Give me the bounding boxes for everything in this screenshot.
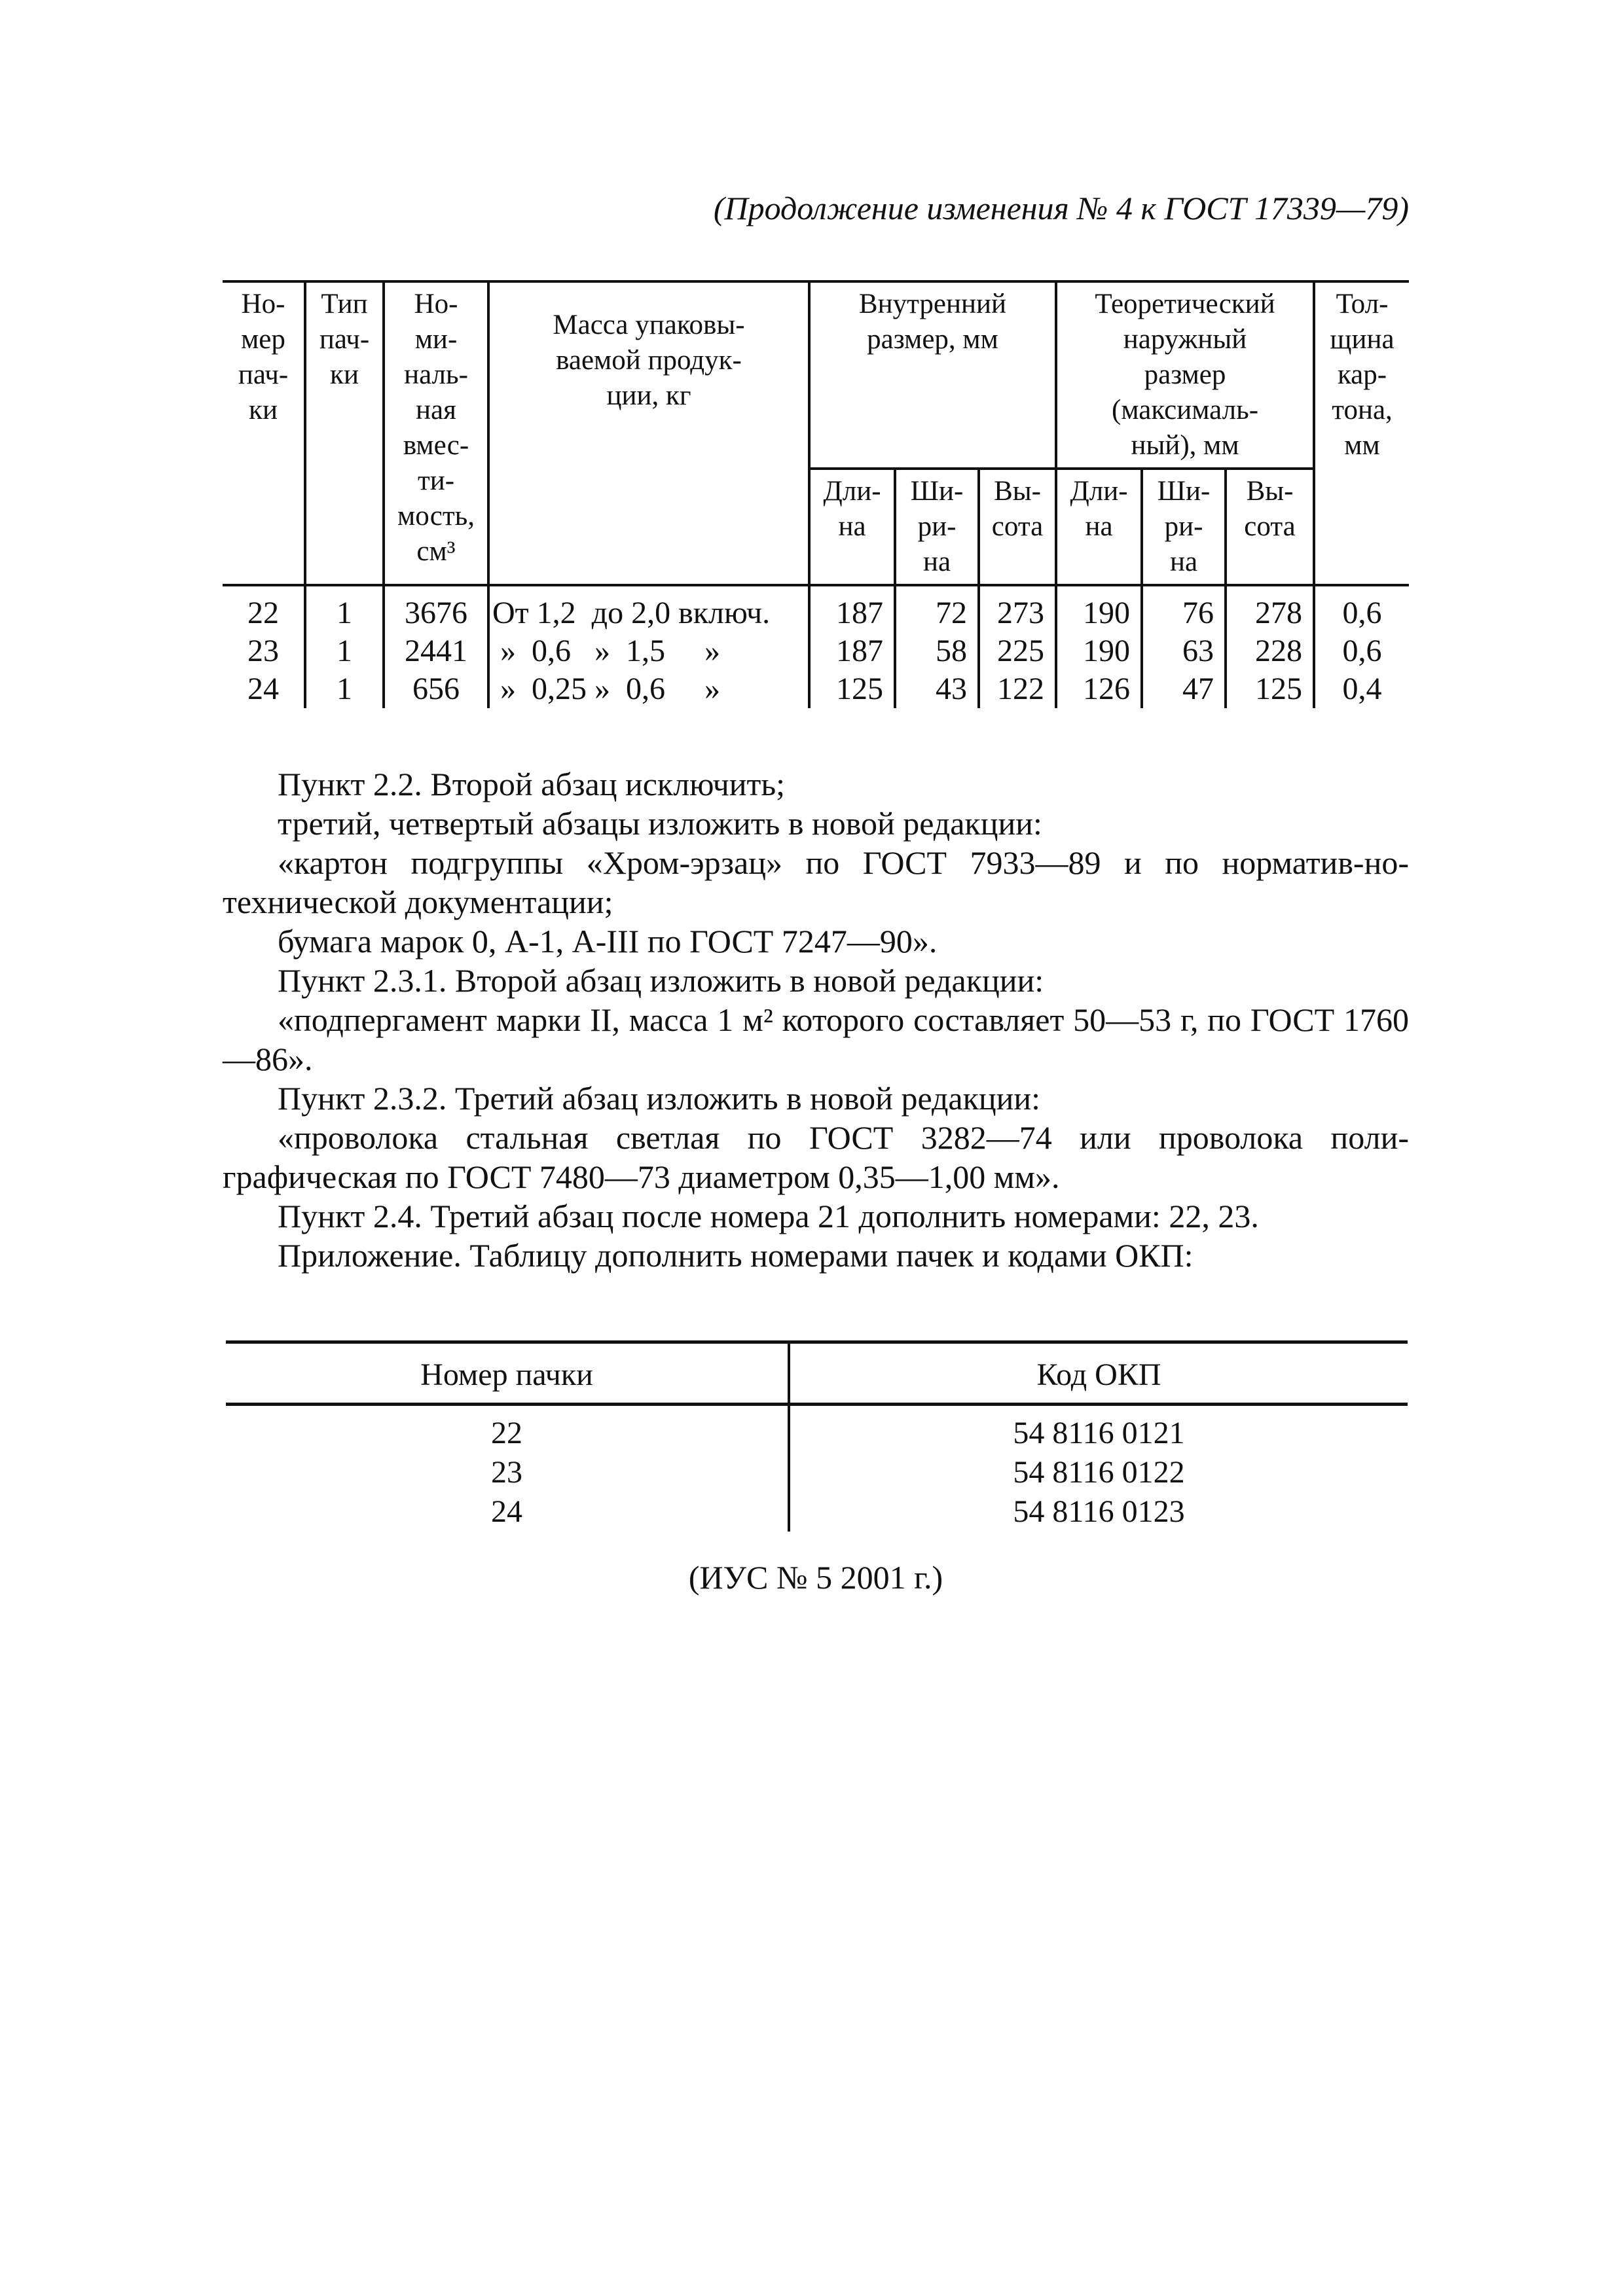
cell-inner-length: 187 bbox=[809, 632, 895, 670]
cell-outer-width: 76 bbox=[1142, 585, 1226, 632]
paragraph: третий, четвертый абзацы изложить в новой редакции: bbox=[278, 805, 1042, 842]
cell-inner-width: 43 bbox=[895, 670, 979, 708]
cell-thickness: 0,6 bbox=[1314, 632, 1409, 670]
cell-pack-type: 1 bbox=[305, 670, 384, 708]
page-header: (Продолжение изменения № 4 к ГОСТ 17339—79) bbox=[713, 190, 1409, 226]
cell-outer-height: 278 bbox=[1226, 585, 1314, 632]
paragraph: Пункт 2.3.1. Второй абзац изложить в новой редакции: bbox=[278, 962, 1044, 999]
cell-pack-type: 1 bbox=[305, 585, 384, 632]
cell-thickness: 0,6 bbox=[1314, 585, 1409, 632]
header-okp-code: Код ОКП bbox=[789, 1342, 1408, 1405]
cell-outer-length: 190 bbox=[1056, 632, 1142, 670]
cell-okp-code: 54 8116 0122 bbox=[789, 1453, 1408, 1492]
cell-outer-height: 228 bbox=[1226, 632, 1314, 670]
header-product-mass: Масса упаковы- ваемой продук- ции, кг bbox=[488, 281, 809, 585]
okp-codes-table bbox=[226, 1340, 1408, 1532]
cell-pack-number: 24 bbox=[491, 1494, 522, 1529]
pack-dimensions-table bbox=[223, 280, 1409, 708]
cell-mass: » 0,25 » 0,6 » bbox=[488, 670, 809, 708]
header-inner-height: Вы- сота bbox=[979, 469, 1056, 585]
cell-pack-type: 1 bbox=[305, 632, 384, 670]
cell-mass: От 1,2 до 2,0 включ. bbox=[488, 585, 809, 632]
cell-inner-width: 72 bbox=[895, 585, 979, 632]
cell-okp-code: 54 8116 0121 bbox=[789, 1405, 1408, 1454]
header-inner-length: Дли- на bbox=[809, 469, 895, 585]
cell-outer-length: 190 bbox=[1056, 585, 1142, 632]
paragraph: Пункт 2.4. Третий абзац после номера 21 дополнить номерами: 22, 23. bbox=[278, 1198, 1259, 1234]
cell-pack-number: 22 bbox=[247, 596, 279, 630]
cell-pack-number: 22 bbox=[491, 1416, 522, 1450]
header-cardboard-thickness: Тол- щина кар- тона, мм bbox=[1314, 281, 1409, 585]
header-outer-height: Вы- сота bbox=[1226, 469, 1314, 585]
paragraph: «проволока стальная светлая по ГОСТ 3282—74 или проволока поли-графическая по ГОСТ 7480—73 диаметром 0,35—1,00 мм». bbox=[223, 1119, 1409, 1195]
header-outer-length: Дли- на bbox=[1056, 469, 1142, 585]
cell-okp-code: 54 8116 0123 bbox=[789, 1492, 1408, 1532]
cell-inner-width: 58 bbox=[895, 632, 979, 670]
cell-inner-height: 225 bbox=[979, 632, 1056, 670]
cell-inner-height: 273 bbox=[979, 585, 1056, 632]
cell-pack-number: 23 bbox=[491, 1455, 522, 1490]
cell-outer-height: 125 bbox=[1226, 670, 1314, 708]
table-row bbox=[226, 1453, 1408, 1492]
table-row bbox=[226, 1492, 1408, 1532]
cell-pack-number: 23 bbox=[247, 634, 279, 668]
table-row bbox=[226, 1405, 1408, 1454]
table-row bbox=[223, 670, 1409, 708]
cell-outer-length: 126 bbox=[1056, 670, 1142, 708]
cell-capacity: 2441 bbox=[384, 632, 488, 670]
cell-mass: » 0,6 » 1,5 » bbox=[488, 632, 809, 670]
header-nominal-capacity: Но- ми- наль- ная вмес- ти- мость, см³ bbox=[384, 281, 488, 585]
header-outer-width: Ши- ри- на bbox=[1142, 469, 1226, 585]
paragraph: «картон подгруппы «Хром-эрзац» по ГОСТ 7933—89 и по норматив-но-технической документации; bbox=[223, 844, 1409, 920]
header-inner-width: Ши- ри- на bbox=[895, 469, 979, 585]
cell-capacity: 3676 bbox=[384, 585, 488, 632]
paragraph: Пункт 2.2. Второй абзац исключить; bbox=[278, 766, 786, 802]
cell-pack-number: 24 bbox=[247, 672, 279, 706]
source-note: (ИУС № 5 2001 г.) bbox=[688, 1559, 943, 1596]
cell-outer-width: 47 bbox=[1142, 670, 1226, 708]
header-outer-size: Теоретический наружный размер (максималь- ный), мм bbox=[1056, 281, 1314, 469]
paragraph: «подпергамент марки II, масса 1 м² которого составляет 50—53 г, по ГОСТ 1760—86». bbox=[223, 1001, 1409, 1077]
paragraph: Приложение. Таблицу дополнить номерами пачек и кодами ОКП: bbox=[278, 1237, 1194, 1274]
header-pack-number: Номер пачки bbox=[226, 1342, 789, 1405]
header-pack-number: Но- мер пач- ки bbox=[223, 281, 305, 585]
cell-capacity: 656 bbox=[384, 670, 488, 708]
header-pack-type: Тип пач- ки bbox=[305, 281, 384, 585]
header-inner-size: Внутренний размер, мм bbox=[809, 281, 1056, 469]
cell-inner-length: 125 bbox=[809, 670, 895, 708]
amendment-text bbox=[223, 764, 1409, 1275]
cell-outer-width: 63 bbox=[1142, 632, 1226, 670]
paragraph: бумага марок 0, А-1, А-III по ГОСТ 7247—90». bbox=[278, 923, 938, 960]
cell-inner-height: 122 bbox=[979, 670, 1056, 708]
cell-inner-length: 187 bbox=[809, 585, 895, 632]
table-row bbox=[223, 585, 1409, 632]
table-row bbox=[223, 632, 1409, 670]
cell-thickness: 0,4 bbox=[1314, 670, 1409, 708]
paragraph: Пункт 2.3.2. Третий абзац изложить в новой редакции: bbox=[278, 1080, 1041, 1117]
